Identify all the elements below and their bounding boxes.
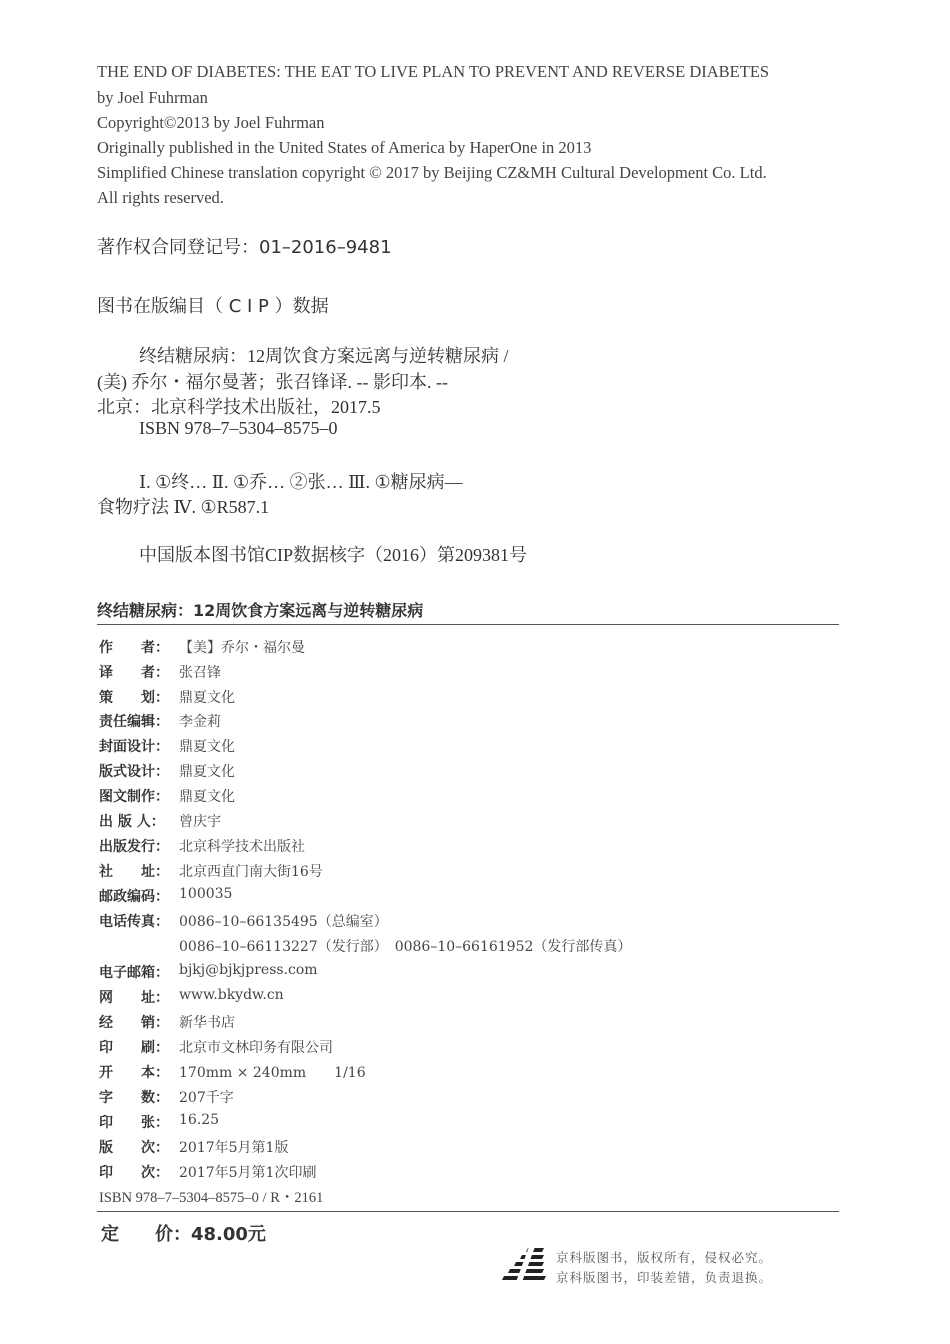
credit-label: 出版发行：	[99, 839, 169, 855]
credit-label: 责任编辑：	[99, 714, 169, 730]
credit-value: 李金莉	[179, 714, 221, 730]
credit-value: 鼎夏文化	[179, 739, 235, 755]
credit-label: 电话传真：	[99, 914, 169, 930]
divider-bottom	[97, 1211, 839, 1212]
cip-verification: 中国版本图书馆CIP数据核字（2016）第209381号	[139, 545, 528, 565]
credit-label: 经 销：	[99, 1015, 169, 1031]
contract-registration: 著作权合同登记号：01–2016–9481	[97, 237, 392, 258]
credit-value: 2017年5月第1次印刷	[179, 1165, 317, 1181]
original-title: THE END OF DIABETES: THE EAT TO LIVE PLAN TO PREVENT AND REVERSE DIABETES	[97, 62, 770, 81]
cip-line-1: 终结糖尿病：12周饮食方案远离与逆转糖尿病 /	[139, 346, 509, 366]
credit-value: 张召锋	[179, 665, 221, 681]
credit-label: 电子邮箱：	[99, 965, 169, 981]
book-title: 终结糖尿病：12周饮食方案远离与逆转糖尿病	[97, 601, 424, 620]
credit-value: 鼎夏文化	[179, 690, 235, 706]
credit-value: bjkj@bjkjpress.com	[179, 962, 318, 978]
credit-label: 策 划：	[99, 690, 169, 706]
credit-label: 字 数：	[99, 1090, 169, 1106]
divider-top	[97, 624, 839, 625]
credit-value: 北京科学技术出版社	[179, 839, 305, 855]
notice-line-1: 京科版图书，版权所有，侵权必究。	[556, 1250, 773, 1265]
credit-value: 16.25	[179, 1112, 220, 1128]
cip-isbn: ISBN 978–7–5304–8575–0	[139, 418, 338, 438]
cip-line-2: (美) 乔尔・福尔曼著；张召锋译. -- 影印本. --	[97, 372, 448, 392]
credit-value: 2017年5月第1版	[179, 1140, 289, 1156]
credit-label: 开 本：	[99, 1065, 169, 1081]
credit-value: 北京西直门南大街16号	[179, 864, 323, 880]
credit-label: 译 者：	[99, 665, 169, 681]
credit-value: 曾庆宇	[179, 814, 221, 830]
credit-value: 100035	[179, 886, 233, 902]
credit-label: 印 次：	[99, 1165, 169, 1181]
credit-value: 0086–10–66135495（总编室）	[179, 914, 388, 930]
credit-label: 图文制作：	[99, 789, 169, 805]
price-value: 48.00元	[191, 1224, 266, 1245]
copyright-line: Copyright©2013 by Joel Fuhrman	[97, 113, 325, 132]
price-colon: ：	[173, 1224, 191, 1245]
cip-classification-2: 食物疗法 Ⅳ. ①R587.1	[97, 497, 270, 517]
price-row	[101, 1220, 266, 1246]
original-author: by Joel Fuhrman	[97, 88, 208, 107]
original-publication: Originally published in the United States of America by HaperOne in 2013	[97, 138, 592, 157]
credit-value: 北京市文林印务有限公司	[179, 1040, 333, 1056]
rights-reserved: All rights reserved.	[97, 188, 224, 207]
full-isbn: ISBN 978–7–5304–8575–0 / R・2161	[99, 1190, 324, 1206]
credit-label: 印 张：	[99, 1115, 169, 1131]
credit-value: 鼎夏文化	[179, 764, 235, 780]
credit-label: 版式设计：	[99, 764, 169, 780]
cip-classification-1: Ⅰ. ①终… Ⅱ. ①乔… ②张… Ⅲ. ①糖尿病—	[139, 472, 463, 492]
credit-label: 出 版 人：	[99, 814, 165, 830]
publisher-logo-icon	[500, 1242, 550, 1284]
credit-value: 新华书店	[179, 1015, 235, 1031]
credit-value: 【美】乔尔・福尔曼	[179, 640, 305, 656]
credit-label: 版 次：	[99, 1140, 169, 1156]
credit-label: 作 者：	[99, 640, 169, 656]
cip-heading: 图书在版编目（ C I P ）数据	[97, 296, 329, 317]
cip-line-3: 北京：北京科学技术出版社，2017.5	[97, 397, 381, 417]
credit-value: 207千字	[179, 1090, 234, 1106]
credit-label: 社 址：	[99, 864, 169, 880]
credit-value: www.bkydw.cn	[179, 987, 284, 1003]
credit-value: 鼎夏文化	[179, 789, 235, 805]
notice-line-2: 京科版图书，印装差错，负责退换。	[556, 1270, 773, 1285]
price-label: 定 价	[101, 1224, 173, 1245]
credit-label: 印 刷：	[99, 1040, 169, 1056]
credit-value: 0086–10–66113227（发行部） 0086–10–66161952（发行部传真）	[179, 939, 632, 955]
translation-copyright: Simplified Chinese translation copyright © 2017 by Beijing CZ&MH Cultural Development Co. Ltd.	[97, 163, 767, 182]
credit-label: 封面设计：	[99, 739, 169, 755]
credit-label: 邮政编码：	[99, 889, 169, 905]
credit-value: 170mm × 240mm 1/16	[179, 1065, 366, 1081]
credit-label: 网 址：	[99, 990, 169, 1006]
